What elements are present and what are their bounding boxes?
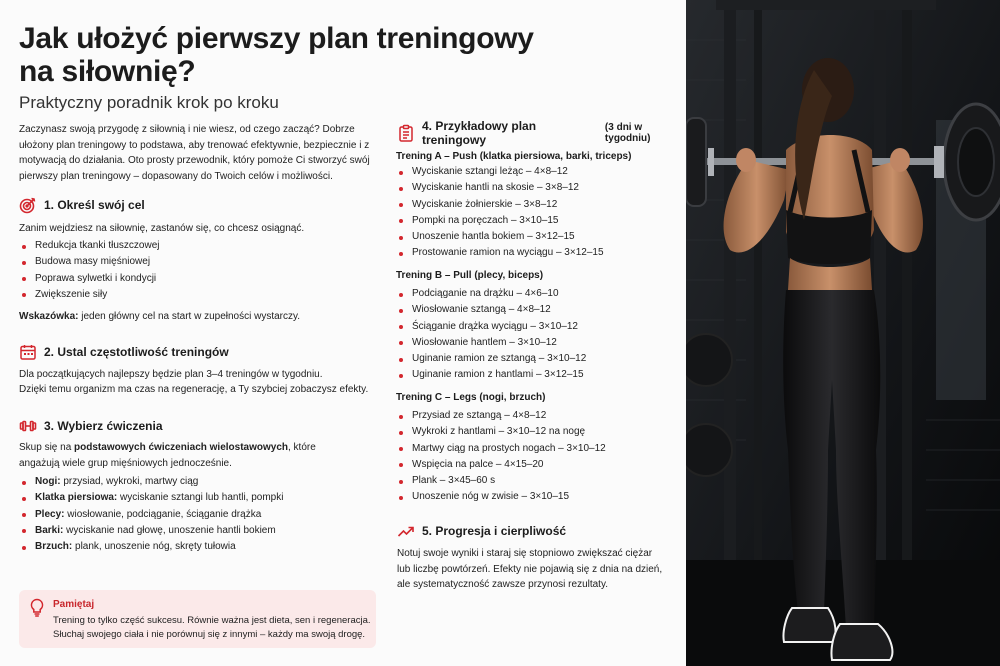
squat-rack-illustration: [686, 0, 1000, 666]
list-item: [19, 523, 283, 539]
list-item: [19, 474, 283, 490]
section-2-line-1: Dla początkujących najlepszy będzie plan 3–4 treningów w tygodniu.: [19, 369, 323, 380]
list-item: Ściąganie drążka wyciągu – 3×10–12: [396, 319, 586, 335]
section-2-line-2: Dzięki temu organizm ma czas na regenerację, a Ty szybciej zobaczysz efekty.: [19, 384, 369, 395]
target-icon: [19, 196, 37, 214]
text-emphasis: podstawowych ćwiczeniach wielostawowych: [74, 442, 288, 453]
list-item: Plank – 3×45–60 s: [396, 473, 606, 489]
section-4-title: 4. Przykładowy plan treningowy: [422, 119, 537, 147]
tip-box: [19, 590, 376, 648]
intro-paragraph: Zaczynasz swoją przygodę z siłownią i nie wiesz, od czego zacząć? Dobrze ułożony plan treningowy to podstawa, aby trenować efektywnie, bezpiecznie i z motywacją do działania. Oto prosty przewodnik, który pomoże Ci stworzyć swój pierwszy plan treningowy – dopasowany do Twoich celów i możliwości.: [19, 124, 370, 182]
item-label: Klatka piersiowa:: [35, 492, 118, 504]
lightbulb-icon: [28, 598, 46, 623]
section-1-text: Zanim wejdziesz na siłownię, zastanów się, co chcesz osiągnąć.: [19, 223, 305, 234]
item-text: plank, unoszenie nóg, skręty tułowia: [72, 541, 236, 553]
item-text: wiosłowanie, podciąganie, ściąganie drążka: [64, 508, 262, 520]
list-item: Przysiad ze sztangą – 4×8–12: [396, 408, 606, 424]
list-item: Unoszenie hantla bokiem – 3×12–15: [396, 229, 604, 245]
section-3-text: [19, 440, 359, 471]
list-item: Budowa masy mięśniowej: [19, 254, 160, 270]
list-item: Podciąganie na drążku – 4×6–10: [396, 286, 586, 302]
clipboard-icon: [397, 124, 415, 142]
section-3-heading: [19, 417, 163, 435]
day-c-title: Trening C – Legs (nogi, brzuch): [396, 392, 546, 403]
section-2-title: 2. Ustal częstotliwość treningów: [44, 345, 229, 359]
trending-up-icon: [397, 522, 415, 540]
hint: [19, 309, 300, 325]
title-line-2: na siłownię?: [19, 55, 196, 88]
list-item: Wiosłowanie sztangą – 4×8–12: [396, 302, 586, 318]
list-item: Pompki na poręczach – 3×10–15: [396, 213, 604, 229]
title-line-1: Jak ułożyć pierwszy plan treningowy: [19, 22, 534, 55]
tip-text: [53, 614, 373, 642]
list-item: [19, 490, 283, 506]
athlete-photo: [686, 0, 1000, 666]
hint-text: jeden główny cel na start w zupełności wystarczy.: [78, 311, 301, 322]
section-5-heading: [397, 522, 566, 540]
day-a-list: [396, 164, 604, 262]
section-4-heading: [397, 119, 686, 147]
section-2-heading: [19, 343, 229, 361]
tip-title: Pamiętaj: [53, 599, 95, 610]
dumbbell-icon: [19, 417, 37, 435]
list-item: [19, 539, 283, 555]
section-1-title: 1. Określ swój cel: [44, 198, 145, 212]
list-item: Redukcja tkanki tłuszczowej: [19, 238, 160, 254]
list-item: Zwiększenie siły: [19, 287, 160, 303]
list-item: Poprawa sylwetki i kondycji: [19, 271, 160, 287]
list-item: Unoszenie nóg w zwisie – 3×10–15: [396, 489, 606, 505]
list-item: Prostowanie ramion na wyciągu – 3×12–15: [396, 245, 604, 261]
day-b-list: [396, 286, 586, 384]
goal-list: [19, 238, 160, 303]
section-3-title: 3. Wybierz ćwiczenia: [44, 419, 163, 433]
tip-line: Słuchaj swojego ciała i nie porównuj się z innymi – każdy ma swoją drogę.: [53, 629, 366, 640]
item-label: Barki:: [35, 524, 64, 536]
list-item: Wspięcia na palce – 4×15–20: [396, 457, 606, 473]
text-part: Skup się na: [19, 442, 75, 453]
list-item: Wyciskanie hantli na skosie – 3×8–12: [396, 180, 604, 196]
list-item: [19, 507, 283, 523]
exercise-list: [19, 474, 283, 555]
item-text: wyciskanie sztangi lub hantli, pompki: [117, 492, 284, 504]
section-1-heading: [19, 196, 145, 214]
list-item: Wyciskanie żołnierskie – 3×8–12: [396, 197, 604, 213]
section-5-title: 5. Progresja i cierpliwość: [422, 524, 567, 538]
list-item: Wiosłowanie hantlem – 3×10–12: [396, 335, 586, 351]
item-text: wyciskanie nad głowę, unoszenie hantli bokiem: [63, 524, 276, 536]
item-label: Brzuch:: [35, 541, 73, 553]
page-subtitle: Praktyczny poradnik krok po kroku: [19, 93, 279, 112]
item-label: Nogi:: [35, 476, 61, 487]
day-a-title: Trening A – Push (klatka piersiowa, barki, triceps): [396, 151, 632, 162]
list-item: Uginanie ramion z hantlami – 3×12–15: [396, 367, 586, 383]
page-title: [19, 22, 579, 88]
text-part: , które angażują wiele grup mięśniowych jednocześnie.: [19, 442, 316, 469]
day-b-title: Trening B – Pull (plecy, biceps): [396, 270, 544, 281]
tip-line: Trening to tylko część sukcesu. Równie ważna jest dieta, sen i regeneracja.: [53, 615, 371, 626]
hint-label: Wskazówka:: [19, 311, 79, 322]
list-item: Wyciskanie sztangi leżąc – 4×8–12: [396, 164, 604, 180]
calendar-icon: [19, 343, 37, 361]
list-item: Uginanie ramion ze sztangą – 3×10–12: [396, 351, 586, 367]
day-c-list: [396, 408, 606, 506]
section-5-text: Notuj swoje wyniki i staraj się stopniowo zwiększać ciężar lub liczbę powtórzeń. Efekty nie pojawią się z dnia na dzień, ale systematyczność zawsze przynosi rezultaty.: [397, 548, 663, 590]
section-4-subtitle: (3 dni w tygodniu): [604, 122, 651, 144]
item-label: Plecy:: [35, 508, 65, 520]
list-item: Wykroki z hantlami – 3×10–12 na nogę: [396, 424, 606, 440]
item-text: przysiad, wykroki, martwy ciąg: [60, 476, 199, 487]
list-item: Martwy ciąg na prostych nogach – 3×10–12: [396, 441, 606, 457]
